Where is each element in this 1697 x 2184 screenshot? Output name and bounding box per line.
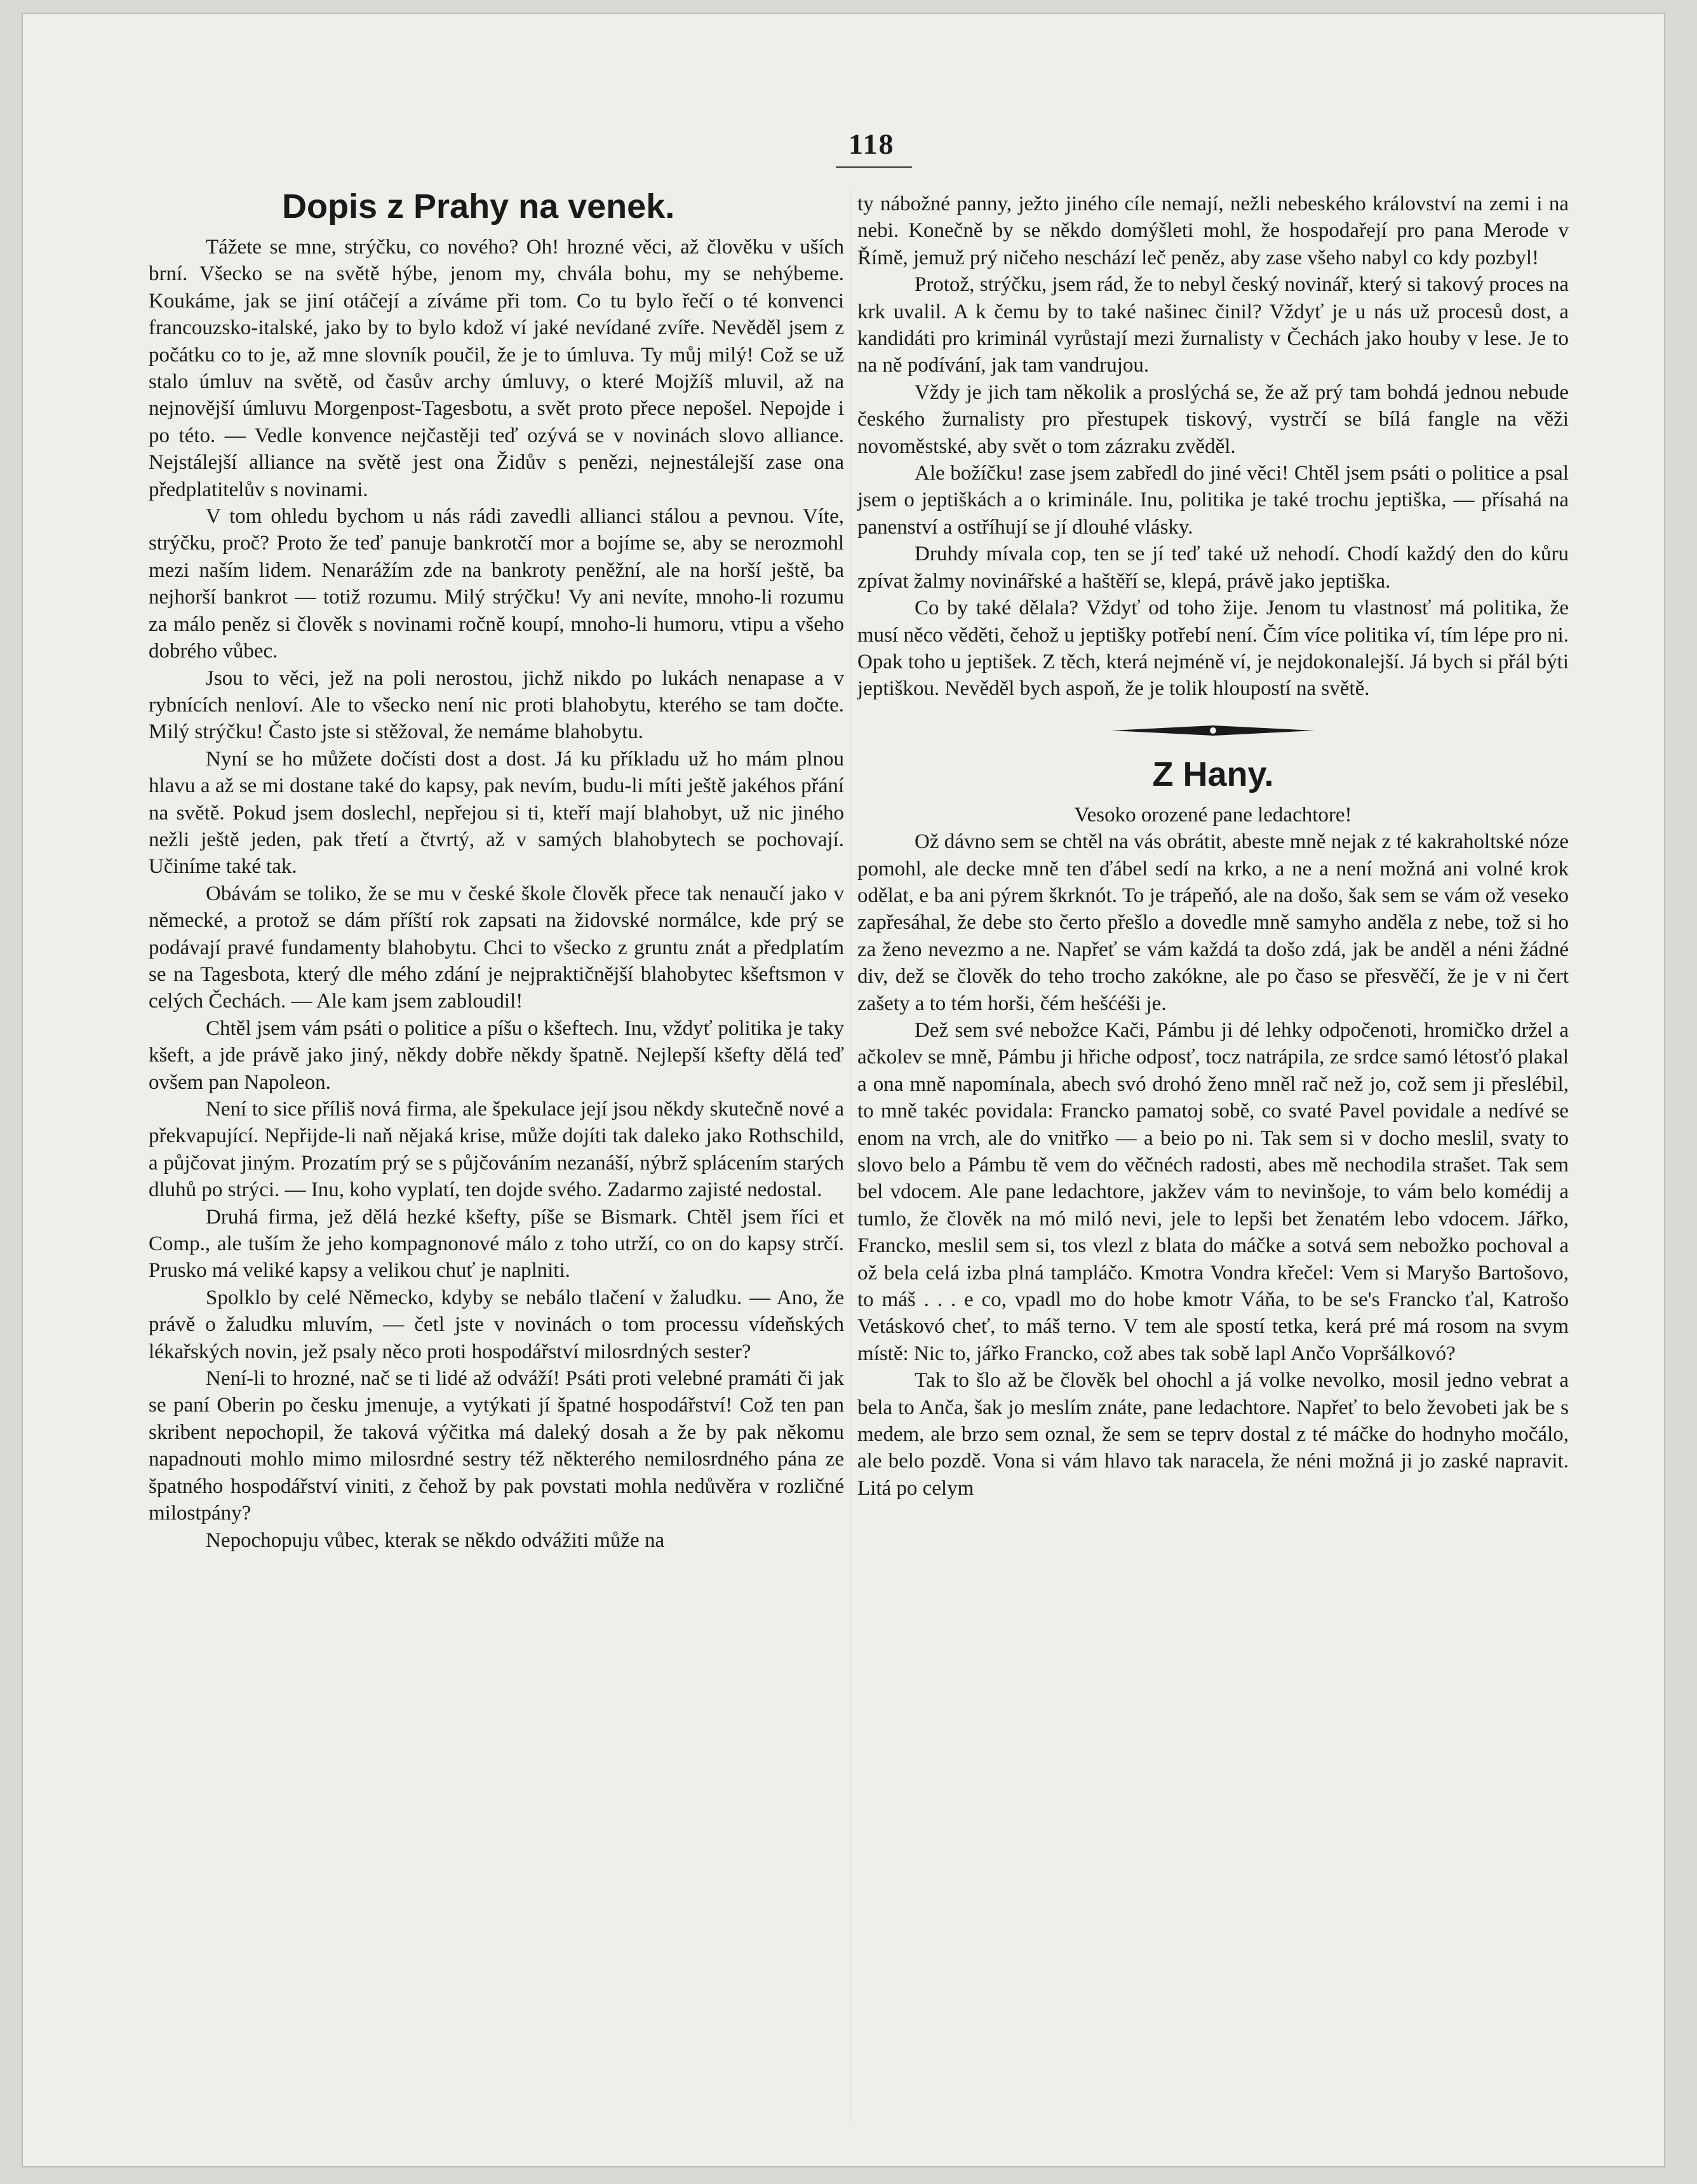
paragraph: Spolklo by celé Německo, kdyby se nebálo tlačení v žaludku. — Ano, že právě o žaludku mluvím, — četl jste v novinách o tom processu vídeňských lékařských novin, jež psaly něco proti hospodářství milosrdných sester? <box>149 1286 844 1363</box>
paragraph: Protož, strýčku, jsem rád, že to nebyl český novinář, který si takový proces na krk uvalil. A k čemu by to také našinec činil? Vždyť je u nás už procesů dost, a kandidáti pro kriminál vyrůstají mezi žurnalisty v Čechách jako houby v lese. Je to na ně podívání, jak tam vandrujou. <box>857 273 1569 377</box>
paragraph: Není to sice příliš nová firma, ale špekulace její jsou někdy skutečně nové a překvapující. Nepřijde-li naň nějaká krise, může dojíti tak daleko jako Rothschild, a půjčovat jiným. Prozatím prý se s půjčováním nezanáší, nýbrž splácením starých dluhů po strýci. — Inu, koho vyplatí, ten dojde svého. Zadarmo zajisté nedostal. <box>149 1098 844 1202</box>
article-title-dopis: Dopis z Prahy na venek. <box>282 187 675 226</box>
paragraph: Vždy je jich tam několik a proslýchá se, že až prý tam bohdá jednou nebude českého žurnalisty pro přestupek tiskový, vystrčí se bílá fangle na věži novoměstské, aby svět o tom zázraku zvěděl. <box>857 381 1569 458</box>
right-column <box>857 191 1569 1502</box>
paragraph-continued: ty nábožné panny, ježto jiného cíle nemají, nežli nebeského království na zemi i na nebi. Konečně by se někdo domýšleti mohl, že hospodařejí pro pana Merode v Římě, jemuž prý ničeho neschází leč peněz, aby zase všeho nabyl co kdy pozbyl! <box>857 192 1569 269</box>
paragraph: Jsou to věci, jež na poli nerostou, jichž nikdo po lukách nenapase a v rybnících nenloví. Ale to všecko není nic proti blahobytu, kterého se tam dočte. Milý strýčku! Často jste si stěžoval, že nemáme blahobytu. <box>149 666 844 744</box>
page-number-rule <box>836 166 912 168</box>
salutation: Vesoko orozené pane ledachtore! <box>1074 803 1352 826</box>
paragraph: V tom ohledu bychom u nás rádi zavedli allianci stálou a pevnou. Víte, strýčku, proč? Proto že teď panuje bankrotčí mor a bojíme se, aby se nerozmohl mezi naším lidem. Nenarážím zde na bankroty peněžní, ale na horší ještě, ba nejhorší bankrot — totiž rozumu. Milý strýčku! Vy ani nevíte, mnoho-li rozumu za málo peněz si člověk s novinami ročně koupí, mnoho-li humoru, vtipu a všeho dobrého vůbec. <box>149 505 844 663</box>
paragraph: Ale božíčku! zase jsem zabředl do jiné věci! Chtěl jsem psáti o politice a psal jsem o jeptiškách a o kriminále. Inu, politika je také trochu jeptiška, — přísahá na panenství a ostříhují se jí dlouhé vlásky. <box>857 462 1569 539</box>
left-column <box>149 184 844 1554</box>
paragraph: Není-li to hrozné, nač se ti lidé až odváží! Psáti proti velebné pramáti či jak se paní Oberin po česku jmenuje, a vytýkati jí špatné hospodářství! Což ten pan skribent nepochopil, že taková výčitka má daleký dosah a že by pak někomu napadnouti mohlo mimo milosrdné sestry též některého nemilosrdného pána ze špatného hospodářství viniti, z čehož by pak povstati mohla nedůvěra v rozličné milostpány? <box>149 1367 844 1525</box>
paragraph: Nepochopuju vůbec, kterak se někdo odvážiti může na <box>206 1528 665 1552</box>
article-title-z-hany: Z Hany. <box>1152 755 1274 793</box>
paragraph: Dež sem své nebožce Kači, Pámbu ji dé lehky odpočenoti, hromičko držel a ačkolev se mně, Pámbu ji hřiche odposť, tocz natrápila, ze srdce samó létosťó plakal a ona mně napomínala, abech svó drohó ženo mněl rač než jo, což sem ji přeslébil, to mně takéc povidala: Francko pamatoj sobě, co svaté Pavel povidale a nedívé se enom na vrch, ale do vnitřko — a beio po ni. Tak sem si v docho meslil, svaty to slovo belo a Pámbu tě vem do věčnéch radosti, abes mě nechodila strašet. Tak sem bel vdocem. Ale pane ledachtore, jakžev vám to nevinšoje, to vám belo komédij a tumlo, že člověk na mó miló nevi, jele to lepši bet ženatém lebo vdocem. Jářko, Francko, meslil sem si, tos vlezl z blata do máčke a sotvá sem nebožko pochoval a ož bela celá izba plná tampláčo. Kmotra Vondra křečel: Vem si Maryšo Bartošovo, to máš . . . e co, vpadl mo do hobe kmotr Váňa, to be se's Francko ťal, Katrošo Vetáskovó cheť, to máš terno. V tem ale spostí tetka, kerá pré má rosom na svym místě: Nic to, jářko Francko, což abes tak sobě lapl Ančo Vopršálkovó? <box>857 1018 1569 1365</box>
paragraph: Obávám se toliko, že se mu v české škole člověk přece tak nenaučí jako v německé, a protož se dám příští rok zapsati na židovské normálce, kde prý se podávají pravé fundamenty blahobytu. Chci to všecko z gruntu znát a předplatím se na Tagesbota, který dle mého zdání je nejpraktičnější blahobytec kšeftsmon v celých Čechách. — Ale kam jsem zabloudil! <box>149 882 844 1013</box>
paragraph: Druhdy mívala cop, ten se jí teď také už nehodí. Chodí každý den do kůru zpívat žalmy novinářské a haštěří se, klepá, právě jako jeptiška. <box>857 543 1569 593</box>
paragraph: Tak to šlo až be člověk bel ohochl a já volke nevolko, mosil jedno vebrat a bela to Anča, šak jo meslím znáte, pane ledachtore. Napřeť to belo ževobeti jak be s medem, ale brzo sem oznal, že sem se teprv dostal z té máčke do hodnyho močálo, ale belo pozdě. Vona si vám hlavo tak naracela, že néni možná ji jo zaské napravit. Litá po celym <box>857 1369 1569 1500</box>
page-number: 118 <box>848 128 895 160</box>
paragraph: Ož dávno sem se chtěl na vás obrátit, abeste mně nejak z té kakraholtské nóze pomohl, ale decke mně ten ďábel sedí na krko, a ne a není možná ani volné krok odělat, e ba ani pýrem škrknót. To je trápeňó, ale na došo, šak sem se vám ož veseko zapřesáhal, že debe sto čerto přešlo a dovedle mně samyho anděla z nebe, tož si ho za ženo nevezmo a ne. Napřeť se vám každá ta došo zdá, jak be anděl a néni žádné div, dež se člověk do teho trocho zakókne, ale po časo se přesvěčí, že je v ni čert zašety a to tém horši, čém hešćéši je. <box>857 830 1569 1015</box>
section-divider-ornament <box>857 724 1569 737</box>
paragraph: Co by také dělala? Vždyť od toho žije. Jenom tu vlastnosť má politika, že musí něco věděti, čehož u jeptišky potřebí není. Čím více politika ví, tím lépe pro ni. Opak toho u jeptišek. Z těch, která nejméně ví, je nejdokonalejší. Já bych si přál býti jeptiškou. Nevěděl bych aspoň, že je tolik hloupostí na světě. <box>857 597 1569 701</box>
paragraph: Tážete se mne, strýčku, co nového? Oh! hrozné věci, až člověku v uších brní. Všecko se na světě hýbe, jenom my, chvála bohu, my se nehýbeme. Koukáme, jak se jiní otáčejí a zíváme při tom. Co tu bylo řečí o té konvenci francouzsko-italské, jako by to bylo kdož ví jaké nevídané zvíře. Nevěděl jsem z počátku co to je, až mne slovník poučil, že je to úmluva. Ty můj milý! Což se už stalo úmluv na světě, od časův archy úmluvy, o které Mojžíš mluvil, až na nejnovější úmluvu Morgenpost-Tagesbotu, a svět proto přece nepošel. Nepojde i po této. — Vedle konvence nejčastěji teď ozývá se v novinách slovo alliance. Nejstálejší alliance na světě jest ona Židův s penězi, nejnestálejší zase ona předplatitelův s novinami. <box>149 236 844 501</box>
paragraph: Druhá firma, jež dělá hezké kšefty, píše se Bismark. Chtěl jsem říci et Comp., ale tuším že jeho kompagnonové málo z toho utrží, co on do kapsy strčí. Prusko má veliké kapsy a velikou chuť je naplniti. <box>149 1205 844 1283</box>
paragraph: Chtěl jsem vám psáti o politice a píšu o kšeftech. Inu, vždyť politika je taky kšeft, a jde právě jako jiný, někdy dobře někdy špatně. Nejlepší kšefty dělá teď ovšem pan Napoleon. <box>149 1016 844 1094</box>
paragraph: Nyní se ho můžete dočísti dost a dost. Já ku příkladu už ho mám plnou hlavu a až se mi dostane také do kapsy, pak nevím, budu-li míti ještě jakéhos přání na světě. Pokud jsem doslechl, nepřejou si ti, kteří mají blahobyt, už nic jiného nežli ještě jeden, pak třetí a čtvrtý, až v samých blahobytech se pochovají. Učiníme také tak. <box>149 747 844 879</box>
